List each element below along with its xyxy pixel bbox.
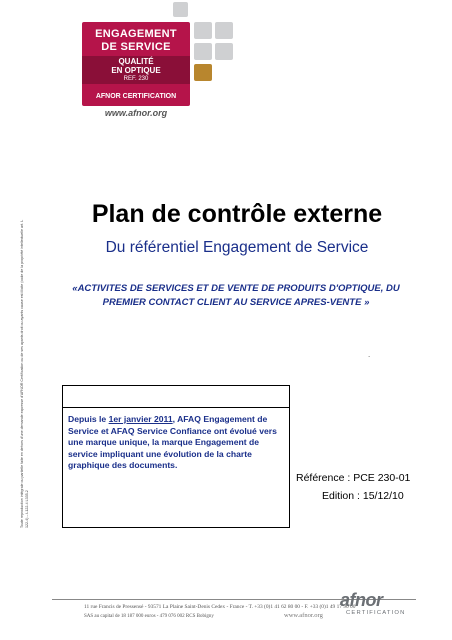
logo-square-grey <box>194 43 212 60</box>
logo-url: www.afnor.org <box>104 108 168 118</box>
page-title: Plan de contrôle externe <box>91 200 383 228</box>
scope-line-1: «ACTIVITES DE SERVICES ET DE VENTE DE PRODUITS D'OPTIQUE, DU <box>72 283 400 294</box>
reference: Référence : PCE 230-01 <box>296 472 411 484</box>
logo-ref: REF. 230 <box>123 76 149 82</box>
logo-square-gold <box>194 64 212 81</box>
scope-statement <box>66 282 406 310</box>
logo-optique: EN OPTIQUE <box>111 66 161 75</box>
scope-line-2: PREMIER CONTACT CLIENT AU SERVICE APRES-VENTE » <box>102 297 370 308</box>
afnor-logo-sub: CERTIFICATION <box>346 610 406 616</box>
logo-quality: QUALITÉ <box>118 57 154 66</box>
footer-legal: SAS au capital de 18 187 000 euros - 479 076 002 RCS Bobigny <box>84 614 214 619</box>
box-divider <box>63 407 289 408</box>
logo-line2: DE SERVICE <box>101 41 171 53</box>
notice-rest: , AFAQ Engagement de Service et AFAQ Service Confiance ont évolué vers une marque unique, la marque Engagement de service impliquant une évolution de la charte graphique des documents. <box>68 414 277 471</box>
dot-mark: . <box>368 350 371 359</box>
logo-square-grey <box>215 22 233 39</box>
notice-text <box>68 414 283 472</box>
afnor-certification-logo <box>340 590 420 620</box>
logo-line1: ENGAGEMENT <box>95 28 177 40</box>
notice-box <box>62 385 290 528</box>
afnor-logo-word: afnor <box>340 590 383 610</box>
notice-prefix: Depuis le <box>68 414 109 424</box>
notice-date: 1er janvier 2011 <box>108 414 173 424</box>
logo-square-grey <box>194 22 212 39</box>
logo-cert: AFNOR CERTIFICATION <box>95 93 177 100</box>
page-subtitle: Du référentiel Engagement de Service <box>105 239 369 256</box>
copyright-side-text: Toute reproduction intégrale ou partielle faite en dehors d'une demande expresse d'AFNOR Certification ou de ses ayants droit ou ayants cause est illicite (code de la propriété intellectuelle art. L 122-4) – L122-4 L335-2 <box>20 219 29 528</box>
engagement-service-logo <box>82 22 190 122</box>
edition: Edition : 15/12/10 <box>322 490 404 502</box>
footer-url: www.afnor.org <box>284 612 323 619</box>
footer-address: 11 rue Francis de Pressensé - 93571 La Plaine Saint-Denis Cedex - France - T. +33 (0)1 41 62 80 00 - F. +33 (0)1 49 17 90 00 <box>84 604 356 610</box>
logo-square-grey <box>215 43 233 60</box>
logo-square-grey <box>173 2 188 17</box>
